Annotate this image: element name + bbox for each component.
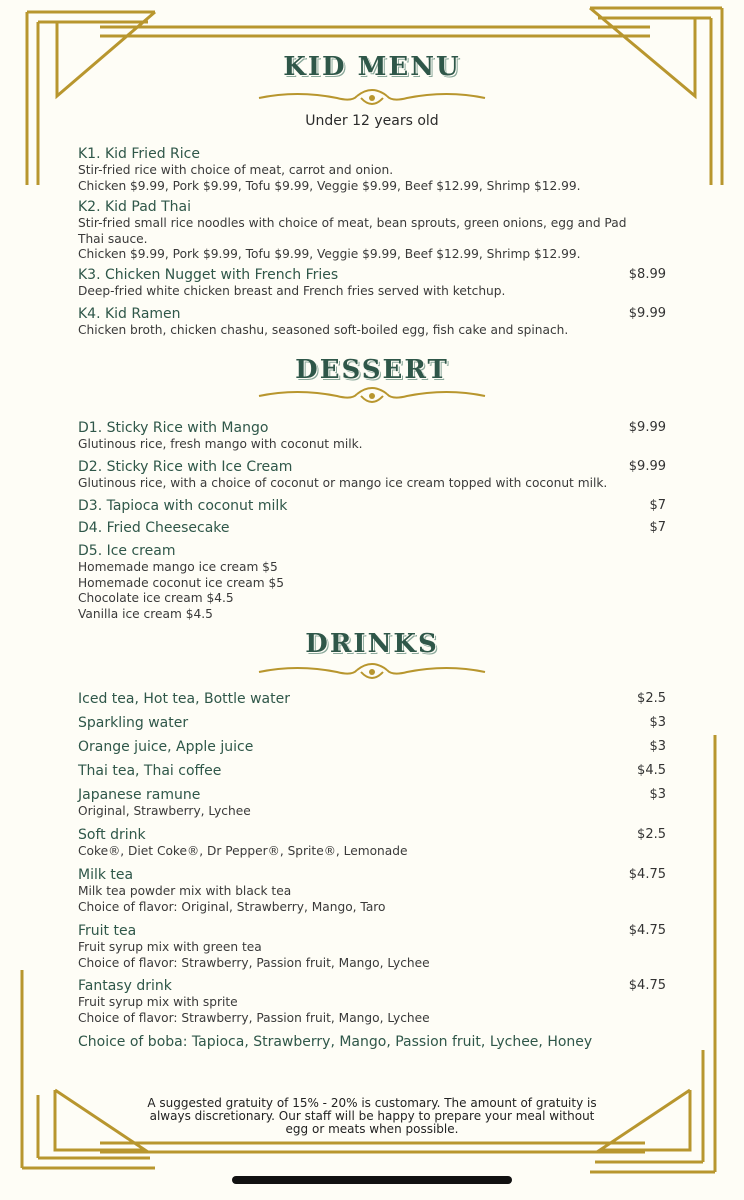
item-desc: Stir-fried rice with choice of meat, carrot and onion. (78, 163, 394, 177)
item-desc: Deep-fried white chicken breast and French fries served with ketchup. (78, 284, 506, 298)
list-item (78, 738, 666, 756)
list-item (78, 145, 666, 194)
item-price: $3 (649, 715, 666, 730)
item-desc: Original, Strawberry, Lychee (78, 804, 251, 818)
item-name: Iced tea, Hot tea, Bottle water (78, 691, 290, 707)
item-name: K3. Chicken Nugget with French Fries (78, 267, 339, 283)
list-item (78, 714, 666, 732)
item-price: $4.75 (628, 978, 666, 993)
item-desc: Coke®, Diet Coke®, Dr Pepper®, Sprite®, Lemonade (78, 844, 408, 858)
list-item (78, 762, 666, 780)
item-desc: Glutinous rice, fresh mango with coconut milk. (78, 437, 363, 451)
flourish-ornament-icon (257, 660, 487, 684)
item-name: K4. Kid Ramen (78, 306, 181, 322)
list-item (78, 519, 666, 537)
list-item (78, 977, 666, 1026)
item-name: D4. Fried Cheesecake (78, 520, 230, 536)
list-item (78, 786, 666, 820)
item-name: D5. Ice cream (78, 543, 176, 559)
item-desc: Choice of flavor: Strawberry, Passion fruit, Mango, Lychee (78, 955, 430, 970)
item-name: Choice of boba: Tapioca, Strawberry, Mango, Passion fruit, Lychee, Honey (78, 1034, 593, 1050)
item-name: Fantasy drink (78, 978, 172, 994)
list-item (78, 305, 666, 339)
item-desc: Choice of flavor: Original, Strawberry, Mango, Taro (78, 899, 386, 914)
list-item (78, 866, 666, 915)
item-name: K1. Kid Fried Rice (78, 146, 200, 162)
item-name: Orange juice, Apple juice (78, 739, 254, 755)
item-price: $3 (649, 787, 666, 802)
item-price: $7 (649, 520, 666, 535)
item-name: K2. Kid Pad Thai (78, 199, 192, 215)
item-desc: Fruit syrup mix with green tea (78, 940, 262, 954)
gratuity-line: A suggested gratuity of 15% - 20% is customary. The amount of gratuity is (147, 1096, 597, 1110)
item-price: $3 (649, 739, 666, 754)
list-item (78, 419, 666, 453)
kid-menu-heading: KID MENU (283, 52, 461, 82)
item-price: $8.99 (628, 267, 666, 282)
item-name: Milk tea (78, 867, 134, 883)
list-item (78, 1033, 666, 1051)
item-price: $9.99 (628, 420, 666, 435)
gratuity-line: always discretionary. Our staff will be happy to prepare your meal without (149, 1109, 595, 1123)
item-desc: Chicken $9.99, Pork $9.99, Tofu $9.99, Veggie $9.99, Beef $12.99, Shrimp $12.99. (78, 247, 581, 261)
item-price: $4.75 (628, 923, 666, 938)
item-name: Fruit tea (78, 923, 137, 939)
flourish-ornament-icon (257, 384, 487, 408)
item-name: Sparkling water (78, 715, 189, 731)
item-desc: Vanilla ice cream $4.5 (78, 606, 213, 621)
list-item (78, 826, 666, 860)
item-desc: Fruit syrup mix with sprite (78, 995, 238, 1009)
item-desc: Homemade mango ice cream $5 (78, 560, 278, 574)
list-item (78, 458, 666, 492)
item-name: D3. Tapioca with coconut milk (78, 498, 288, 514)
item-name: Soft drink (78, 827, 146, 843)
item-desc: Glutinous rice, with a choice of coconut or mango ice cream topped with coconut milk. (78, 476, 608, 490)
list-item (78, 198, 666, 263)
item-price: $2.5 (637, 827, 666, 842)
list-item (78, 497, 666, 515)
flourish-ornament-icon (257, 86, 487, 110)
item-name: Japanese ramune (78, 787, 201, 803)
item-price: $2.5 (637, 691, 666, 706)
item-desc: Chicken broth, chicken chashu, seasoned soft-boiled egg, fish cake and spinach. (78, 323, 569, 337)
item-desc: Homemade coconut ice cream $5 (78, 575, 284, 590)
item-name: Thai tea, Thai coffee (78, 763, 222, 779)
gratuity-line: egg or meats when possible. (285, 1122, 459, 1136)
gratuity-note (120, 1097, 624, 1136)
kid-menu-subtitle: Under 12 years old (305, 113, 439, 129)
item-desc: Stir-fried small rice noodles with choice of meat, bean sprouts, green onions, egg and Pad (78, 216, 627, 230)
item-desc: Chicken $9.99, Pork $9.99, Tofu $9.99, Veggie $9.99, Beef $12.99, Shrimp $12.99. (78, 178, 581, 193)
dessert-heading: DESSERT (295, 355, 449, 385)
drinks-heading: DRINKS (305, 629, 439, 659)
item-price: $4.75 (628, 867, 666, 882)
list-item (78, 542, 666, 622)
item-name: D2. Sticky Rice with Ice Cream (78, 459, 293, 475)
item-price: $7 (649, 498, 666, 513)
list-item (78, 690, 666, 708)
item-desc: Thai sauce. (78, 231, 148, 246)
list-item (78, 922, 666, 971)
list-item (78, 266, 666, 300)
item-desc: Milk tea powder mix with black tea (78, 884, 292, 898)
item-price: $4.5 (637, 763, 666, 778)
item-price: $9.99 (628, 459, 666, 474)
item-desc: Choice of flavor: Strawberry, Passion fruit, Mango, Lychee (78, 1010, 430, 1025)
item-name: D1. Sticky Rice with Mango (78, 420, 269, 436)
home-indicator-bar[interactable] (232, 1176, 512, 1184)
item-desc: Chocolate ice cream $4.5 (78, 591, 234, 605)
item-price: $9.99 (628, 306, 666, 321)
